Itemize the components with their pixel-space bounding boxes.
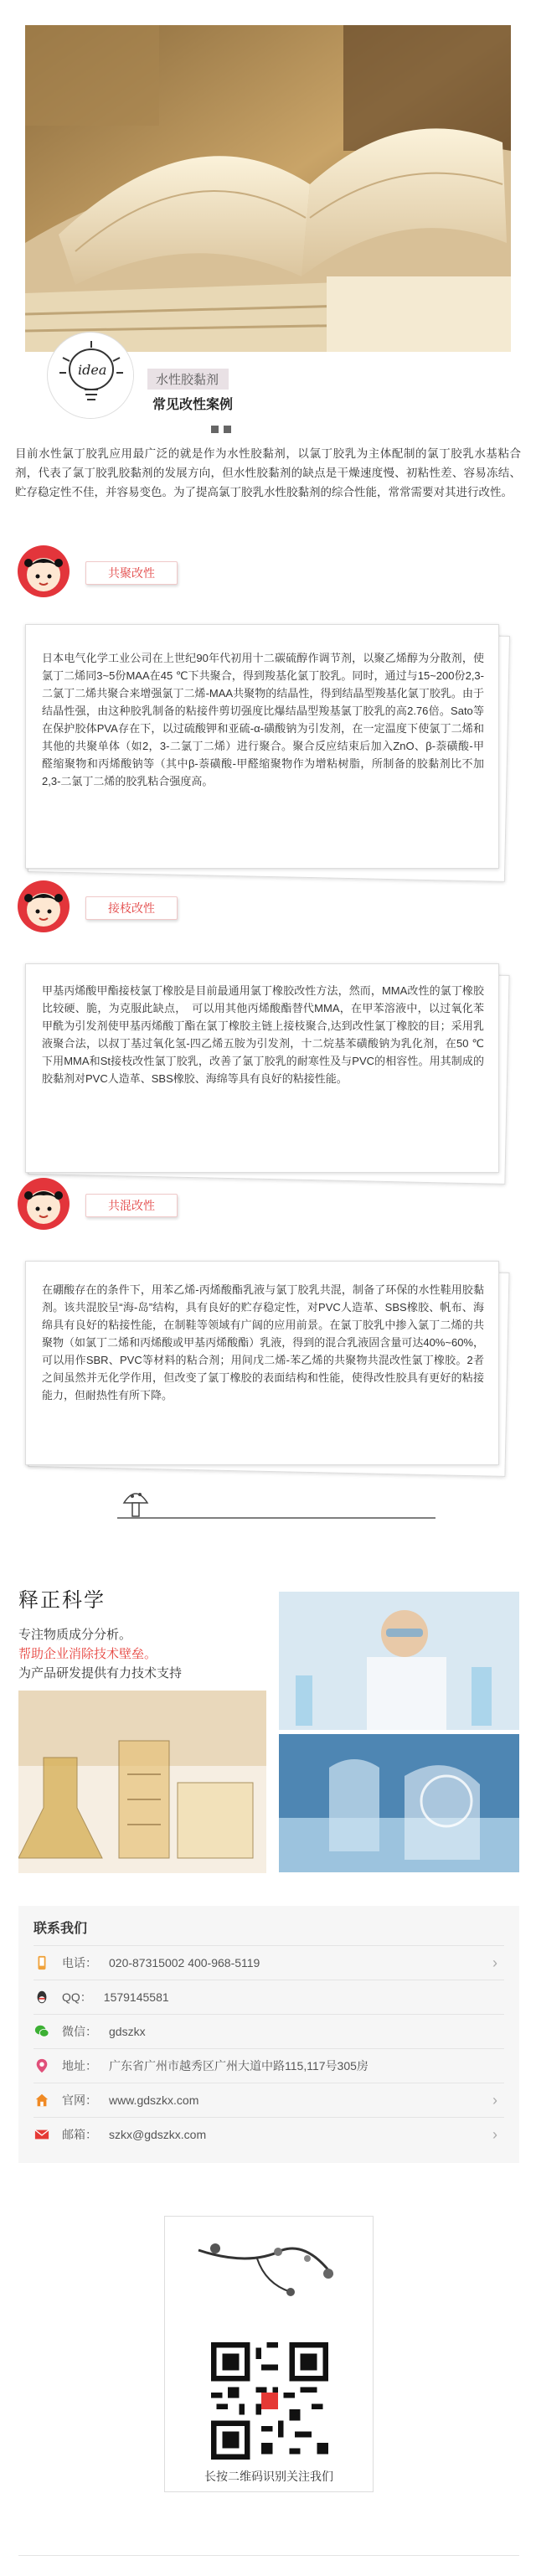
contact-title: 联系我们 (34, 1922, 88, 1936)
qr-caption: 长按二维码识别关注我们 (204, 2470, 333, 2483)
intro-paragraph: 目前水性氯丁胶乳应用最广泛的就是作为水性胶黏剂，以氯丁胶乳为主体配制的氯丁胶乳水基粘合剂，代表了氯丁胶乳胶黏剂的发展方向，但水性胶黏剂的缺点是干燥速度慢、初粘性差、容易冻结、贮存稳定性不佳，并容易变色。为了提高氯丁胶乳水性胶黏剂的综合性能，常常需要对其进行改性。 (15, 447, 521, 498)
contact-value: 1579145581 (103, 1990, 169, 2004)
section-text: 在硼酸存在的条件下，用苯乙烯-丙烯酸酯乳液与氯丁胶乳共混，制备了环保的水性鞋用胶黏剂。该共混胶呈“海-岛”结构，具有良好的贮存稳定性，对PVC人造革、SBS橡胶、帆布、海绵具有良好的粘接性能，在制鞋等领域有广阔的应用前景。在氯丁胶乳中掺入氯丁二烯的共聚物（如氯丁二烯和丙烯酸或甲基丙烯酸酯）乳液，得到的混合乳液固含量可达40%~60%，可以用作SBR、PVC等材料的粘合剂；用间戊二烯-苯乙烯的共聚物共混改性氯丁橡胶。2者之间虽然并无化学作用，但改变了氯丁橡胶的表面结构和性能，使得改性胶具有更好的粘接能力，但耐热性有所下降。 (42, 1283, 484, 1402)
location-icon (34, 2057, 50, 2074)
content-card (25, 963, 508, 1177)
content-card (25, 1261, 508, 1470)
section-header-blend (17, 1177, 519, 1236)
mail-icon (34, 2126, 50, 2143)
contact-label: 邮箱： (62, 2128, 97, 2141)
qr-card (164, 2216, 374, 2492)
contact-row-email[interactable] (34, 2117, 504, 2151)
article-title: 常见改性案例 (152, 398, 234, 412)
qq-icon (34, 1989, 50, 2006)
chevron-right-icon: › (492, 1954, 497, 1971)
cartoon-girl-icon (17, 545, 70, 598)
contact-label: 官网： (62, 2093, 97, 2107)
contact-value: gdszkx (109, 2025, 146, 2038)
idea-bulb-icon (47, 332, 134, 419)
contact-row-website[interactable] (34, 2083, 504, 2117)
contact-row-address[interactable] (34, 2048, 504, 2083)
section-label: 接枝改性 (85, 896, 178, 920)
hero-book-image (25, 25, 511, 352)
cartoon-girl-icon (17, 880, 70, 933)
brand-name: 释正科学 (18, 1588, 106, 1612)
phone-icon (34, 1954, 50, 1971)
contact-panel (18, 1906, 519, 2163)
section-label: 共混改性 (85, 1194, 178, 1217)
lab-beakers-image (18, 1691, 266, 1873)
footer-divider (18, 2555, 519, 2556)
contact-row-phone[interactable] (34, 1945, 504, 1980)
mushroom-doodle-icon (117, 1476, 436, 1526)
slogan-line: 为产品研发提供有力技术支持 (18, 1666, 183, 1680)
content-card (25, 624, 508, 875)
contact-label: QQ： (62, 1990, 92, 2004)
wechat-icon (34, 2023, 50, 2040)
brand-slogan (18, 1625, 182, 1683)
section-header-graft (17, 880, 519, 938)
qr-code[interactable] (211, 2342, 328, 2460)
contact-value: szkx@gdszkx.com (109, 2128, 207, 2141)
section-text: 日本电气化学工业公司在上世纪90年代初用十二碳硫醇作调节剂，以聚乙烯醇为分散剂，使氯丁二烯同3~5份MAA在45 ℃下共聚合，得到羧基化氯丁胶乳。同时，通过与15~200份2,3-二氯丁二烯共聚合来增强氯丁二烯-MAA共聚物的结晶性，得到结晶型羧基化氯丁胶乳。由于结晶性强，由这种胶乳制备的粘接件剪切强度比爆结晶型羧基氯丁胶乳的高2.76倍。Sato等在保护胶体PVA存在下，以过硫酸钾和亚硫-α-磺酸钠为引发剂，在一定温度下使氯丁二烯和其他的共聚单体（如2，3-二氯丁二烯）进行聚合。聚合反应结束后加入ZnO、β-萘磺酸-甲醛缩聚物和丙烯酸钠等（其中β-萘磺酸-甲醛缩聚物作为增粘树脂，所制备的胶黏剂比不加2,3-二氯丁二烯的胶乳粘合强度高。 (42, 652, 484, 787)
svg-text:idea: idea (78, 362, 107, 378)
contact-label: 微信： (62, 2025, 97, 2038)
lab-scientist-image (279, 1592, 519, 1730)
section-label: 共聚改性 (85, 561, 178, 585)
carousel-dot (224, 426, 231, 433)
chevron-right-icon: › (492, 2125, 497, 2143)
website-icon (34, 2092, 50, 2109)
contact-value: 020-87315002 400-968-5119 (109, 1956, 260, 1969)
chevron-right-icon: › (492, 2091, 497, 2109)
slogan-line: 专注物质成分分析。 (18, 1628, 132, 1642)
article-title-block (47, 332, 499, 424)
lab-glassware-image (279, 1734, 519, 1872)
cartoon-girl-icon (17, 1177, 70, 1231)
section-text: 甲基丙烯酸甲酯接枝氯丁橡胶是目前最通用氯丁橡胶改性方法，然而，MMA改性的氯丁橡胶比较硬、脆，为克服此缺点， 可以用其他丙烯酸酯替代MMA，在甲苯溶液中，以过氧化苯甲酰为引发剂使甲基丙烯酸丁酯在氯丁橡胶主链上接枝聚合,达到改性氯丁橡胶的目；采用乳液聚合法，以叔丁基过氧化氢-四乙烯五胺为引发剂，十二烷基苯磺酸钠为乳化剂，在50 ℃下用MMA和St接枝改性氯丁胶乳，改善了氯丁胶乳的耐寒性及与PVC的相容性。用其制成的胶黏剂对PVC人造革、SBS橡胶、海绵等具有良好的粘接性能。 (42, 984, 484, 1085)
contact-value: www.gdszkx.com (109, 2093, 199, 2107)
contact-row-qq[interactable] (34, 1980, 504, 2014)
section-header-copolymer (17, 545, 519, 603)
category-tag: 水性胶黏剂 (147, 369, 229, 390)
contact-value: 广东省广州市越秀区广州大道中路115,117号305房 (109, 2059, 368, 2073)
slogan-line-highlight: 帮助企业消除技术壁垒。 (18, 1647, 157, 1661)
carousel-dots (211, 426, 231, 433)
contact-row-wechat[interactable] (34, 2014, 504, 2048)
contact-label: 地址： (62, 2059, 97, 2073)
contact-label: 电话： (62, 1956, 97, 1969)
carousel-dot (211, 426, 219, 433)
